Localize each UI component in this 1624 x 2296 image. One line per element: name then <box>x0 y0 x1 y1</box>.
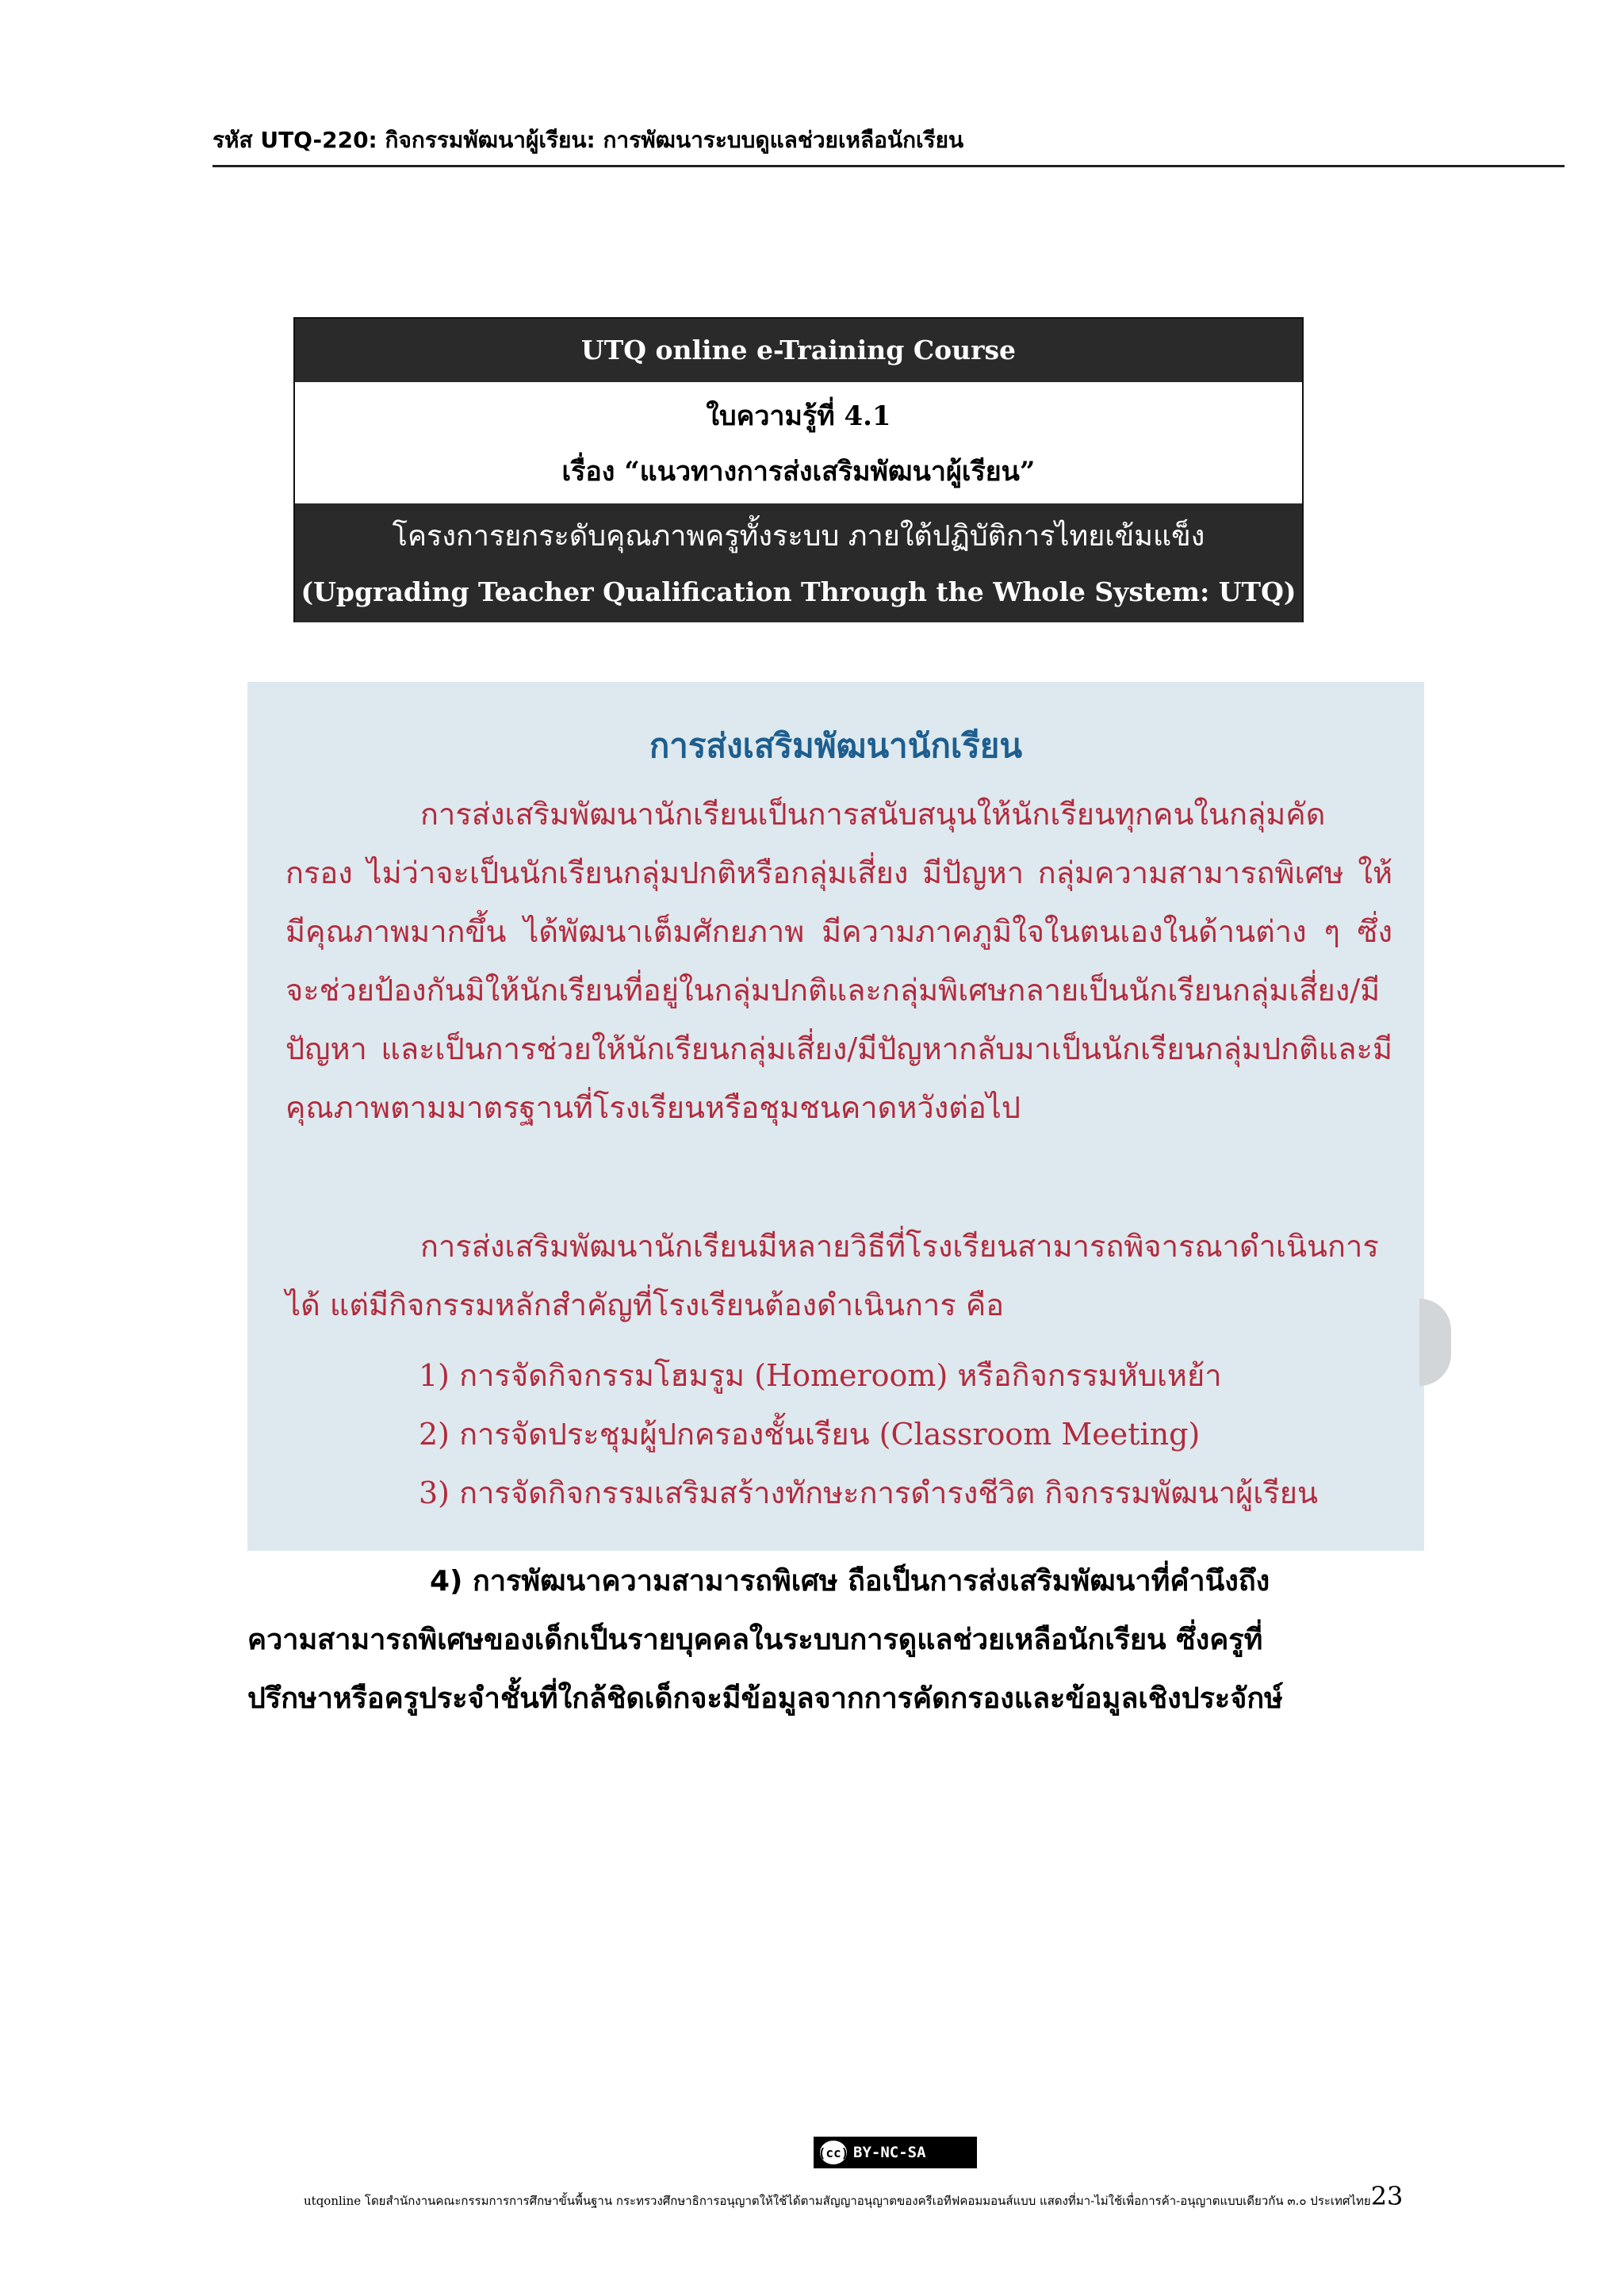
course-title: UTQ online e-Training Course <box>295 319 1302 382</box>
page-number: 23 <box>1370 2181 1404 2211</box>
list-item: 3) การจัดกิจกรรมเสริมสร้างทักษะการดำรงชีวิต กิจกรรมพัฒนาผู้เรียน <box>419 1475 1318 1510</box>
project-thai: โครงการยกระดับคุณภาพครูทั้งระบบ ภายใต้ปฏิบัติการไทยเข้มแข็ง <box>392 520 1205 553</box>
panel-paragraph-2: การส่งเสริมพัฒนานักเรียนมีหลายวิธีที่โรงเรียนสามารถพิจารณาดำเนินการได้ แต่มีกิจกรรมหลักสำคัญที่โรงเรียนต้องดำเนินการ คือ <box>285 1229 1379 1322</box>
page-header: รหัส UTQ-220: กิจกรรมพัฒนาผู้เรียน: การพัฒนาระบบดูแลช่วยเหลือนักเรียน <box>213 127 964 153</box>
cc-license-badge[interactable] <box>814 2137 977 2168</box>
cc-icon: (cc) <box>820 2141 847 2164</box>
body-line: ความสามารถพิเศษของเด็กเป็นรายบุคคลในระบบการดูแลช่วยเหลือนักเรียน ซึ่งครูที่ <box>247 1624 1263 1656</box>
panel-title: การส่งเสริมพัฒนานักเรียน <box>649 726 1023 765</box>
body-line: ปรึกษาหรือครูประจำชั้นที่ใกล้ชิดเด็กจะมีข้อมูลจากการคัดกรองและข้อมูลเชิงประจักษ์ <box>247 1682 1283 1715</box>
activity-list <box>419 1346 1402 1522</box>
sheet-topic: เรื่อง “แนวทางการส่งเสริมพัฒนาผู้เรียน” <box>561 456 1036 488</box>
info-panel <box>247 682 1424 1551</box>
license-type: BY-NC-SA <box>853 2144 926 2161</box>
list-item: 2) การจัดประชุมผู้ปกครองชั้นเรียน (Classroom Meeting) <box>419 1417 1201 1452</box>
list-item: 1) การจัดกิจกรรมโฮมรูม (Homeroom) หรือกิจกรรมหับเหย้า <box>419 1358 1222 1393</box>
sheet-heading <box>295 382 1302 503</box>
header-divider <box>213 165 1565 167</box>
sheet-number: ใบความรู้ที่ 4.1 <box>706 400 891 432</box>
panel-paragraph-1: การส่งเสริมพัฒนานักเรียนเป็นการสนับสนุนให้นักเรียนทุกคนในกลุ่มคัดกรอง ไม่ว่าจะเป็นนักเรียนกลุ่มปกติหรือกลุ่มเสี่ยง มีปัญหา กลุ่มความสามารถพิเศษ ให้มีคุณภาพมากขึ้น ได้พัฒนาเต็มศักยภาพ มีความภาคภูมิใจในตนเองในด้านต่าง ๆ ซึ่งจะช่วยป้องกันมิให้นักเรียนที่อยู่ในกลุ่มปกติและกลุ่มพิเศษกลายเป็นนักเรียนกลุ่มเสี่ยง/มีปัญหา และเป็นการช่วยให้นักเรียนกลุ่มเสี่ยง/มีปัญหากลับมาเป็นนักเรียนกลุ่มปกติและมีคุณภาพตามมาตรฐานที่โรงเรียนหรือชุมชนคาดหวังต่อไป <box>285 797 1392 1125</box>
project-banner <box>295 503 1302 622</box>
scan-shadow <box>1419 1299 1451 1386</box>
project-english: (Upgrading Teacher Qualification Through the Whole System: UTQ) <box>301 576 1297 607</box>
body-text <box>247 1552 1413 1728</box>
title-box <box>293 317 1304 622</box>
footer-text: utqonline โดยสำนักงานคณะกรรมการการศึกษาขั้นพื้นฐาน กระทรวงศึกษาธิการอนุญาตให้ใช้ได้ตามสัญญาอนุญาตของครีเอทีฟคอมมอนส์แบบ แสดงที่มา-ไม่ใช้เพื่อการค้า-อนุญาตแบบเดียวกัน ๓.๐ ประเทศไทย <box>304 2194 1371 2208</box>
footer <box>304 2180 1493 2217</box>
body-line: 4) การพัฒนาความสามารถพิเศษ ถือเป็นการส่งเสริมพัฒนาที่คำนึงถึง <box>430 1565 1270 1598</box>
